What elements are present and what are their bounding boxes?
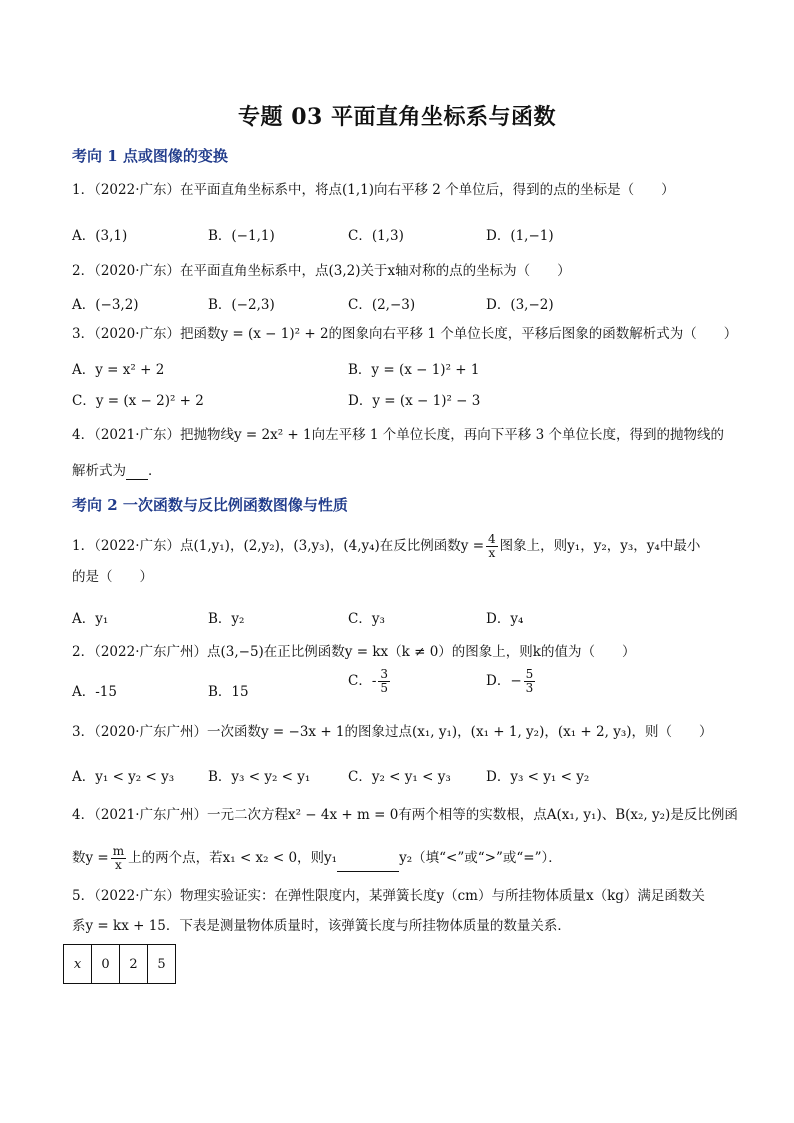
q2-2-option-c	[348, 668, 392, 695]
q2-2-option-c-prefix: C．-	[348, 673, 377, 689]
table-cell: 0	[92, 945, 120, 984]
q2-1-option-c: C．y₃	[348, 611, 385, 627]
q1-3-stem: 3．（2020·广东）把函数y = (x − 1)² + 2的图象向右平移 1 个单位长度，平移后图象的函数解析式为（ ）	[72, 326, 738, 342]
q2-3-stem: 3．（2020·广东广州）一次函数y = −3x + 1的图象过点(x₁, y₁)，(x₁ + 1, y₂)，(x₁ + 2, y₃)，则（ ）	[72, 724, 713, 740]
q2-2-option-b: B．15	[208, 684, 249, 700]
q1-1-option-a: A．(3,1)	[72, 228, 128, 244]
q2-5-stem-line1: 5．（2022·广东）物理实验证实：在弹性限度内，某弹簧长度y（cm）与所挂物体质量x（kg）满足函数关	[72, 888, 705, 904]
table-row	[64, 945, 176, 984]
q2-4-stem-line2	[72, 845, 562, 872]
q1-1-option-b: B．(−1,1)	[208, 228, 275, 244]
q1-2-option-d: D．(3,−2)	[486, 297, 554, 313]
q1-1-option-d: D．(1,−1)	[486, 228, 554, 244]
q2-5-stem-line2: 系y = kx + 15．下表是测量物体质量时，该弹簧长度与所挂物体质量的数量关系．	[72, 918, 571, 934]
section-heading-2: 考向 2 一次函数与反比例函数图像与性质	[72, 496, 348, 514]
q2-4-stem-part-b3: y₂（填“<”或“>”或“=”）．	[399, 850, 562, 866]
q1-2-option-a: A．(−3,2)	[72, 297, 139, 313]
table-cell: 2	[120, 945, 148, 984]
q2-2-option-d-numerator: 5	[525, 667, 534, 681]
q2-3-option-c: C．y₂ < y₁ < y₃	[348, 769, 451, 785]
q2-1-stem-part-b: 图象上，则y₁，y₂，y₃，y₄中最小	[499, 538, 701, 554]
q2-1-fraction	[486, 533, 498, 560]
q2-1-option-b: B．y₂	[208, 611, 245, 627]
q1-3-option-c: C．y = (x − 2)² + 2	[72, 393, 204, 409]
q1-4-stem-line2	[72, 462, 162, 480]
q1-4-answer-blank[interactable]	[126, 465, 148, 480]
q1-2-stem: 2．（2020·广东）在平面直角坐标系中，点(3,2)关于x轴对称的点的坐标为（ ）	[72, 263, 571, 279]
q2-2-option-c-denominator: 5	[380, 681, 389, 695]
q1-4-stem-end: ．	[148, 463, 162, 479]
section-heading-1: 考向 1 点或图像的变换	[72, 147, 228, 165]
q1-3-option-a: A．y = x² + 2	[72, 362, 165, 378]
q2-1-stem-part-a: 1．（2022·广东）点(1,y₁)，(2,y₂)，(3,y₃)，(4,y₄)在反比例函数y =	[72, 538, 485, 554]
q2-4-answer-blank[interactable]	[337, 857, 399, 872]
q2-2-stem: 2．（2022·广东广州）点(3,−5)在正比例函数y = kx（k ≠ 0）的图象上，则k的值为（ ）	[72, 644, 636, 660]
q1-1-option-c: C．(1,3)	[348, 228, 404, 244]
q2-1-option-d: D．y₄	[486, 611, 524, 627]
q2-4-stem-line1: 4．（2021·广东广州）一元二次方程x² − 4x + m = 0有两个相等的实数根，点A(x₁, y₁)、B(x₂, y₂)是反比例函	[72, 807, 738, 823]
q2-4-fraction-denominator: x	[115, 858, 122, 872]
q1-3-option-d: D．y = (x − 1)² − 3	[348, 393, 481, 409]
q1-3-option-b: B．y = (x − 1)² + 1	[348, 362, 480, 378]
q2-2-option-c-fraction	[378, 668, 390, 695]
q2-5-data-table	[63, 944, 176, 984]
q1-4-stem-text: 解析式为	[72, 463, 126, 479]
page-title: 专题 03 平面直角坐标系与函数	[238, 104, 556, 130]
q2-3-option-b: B．y₃ < y₂ < y₁	[208, 769, 311, 785]
q2-3-option-a: A．y₁ < y₂ < y₃	[72, 769, 175, 785]
q2-2-option-d	[486, 668, 537, 695]
q2-1-fraction-numerator: 4	[488, 532, 496, 546]
q2-2-option-d-fraction	[524, 668, 536, 695]
table-cell-x-header: x	[64, 945, 92, 984]
q2-1-stem-line1	[72, 533, 700, 560]
q1-2-option-c: C．(2,−3)	[348, 297, 416, 313]
q2-4-fraction-numerator: m	[112, 844, 125, 858]
q2-1-option-a: A．y₁	[72, 611, 109, 627]
q2-1-fraction-denominator: x	[488, 546, 496, 560]
q2-2-option-c-numerator: 3	[380, 667, 389, 681]
q2-4-stem-part-b1: 数y =	[72, 850, 109, 866]
q2-4-stem-part-b2: 上的两个点，若x₁ < x₂ < 0，则y₁	[128, 850, 338, 866]
q2-2-option-d-denominator: 3	[525, 681, 534, 695]
table-cell: 5	[148, 945, 176, 984]
q2-1-stem-line2: 的是（ ）	[72, 569, 153, 585]
q2-4-fraction	[111, 845, 126, 872]
q2-2-option-d-prefix: D．−	[486, 673, 522, 689]
q2-2-option-a: A．-15	[72, 684, 117, 700]
q1-4-stem-line1: 4．（2021·广东）把抛物线y = 2x² + 1向左平移 1 个单位长度，再向下平移 3 个单位长度，得到的抛物线的	[72, 427, 724, 443]
q1-1-stem: 1．（2022·广东）在平面直角坐标系中，将点(1,1)向右平移 2 个单位后，得到的点的坐标是（ ）	[72, 182, 675, 198]
q2-3-option-d: D．y₃ < y₁ < y₂	[486, 769, 590, 785]
q1-2-option-b: B．(−2,3)	[208, 297, 275, 313]
